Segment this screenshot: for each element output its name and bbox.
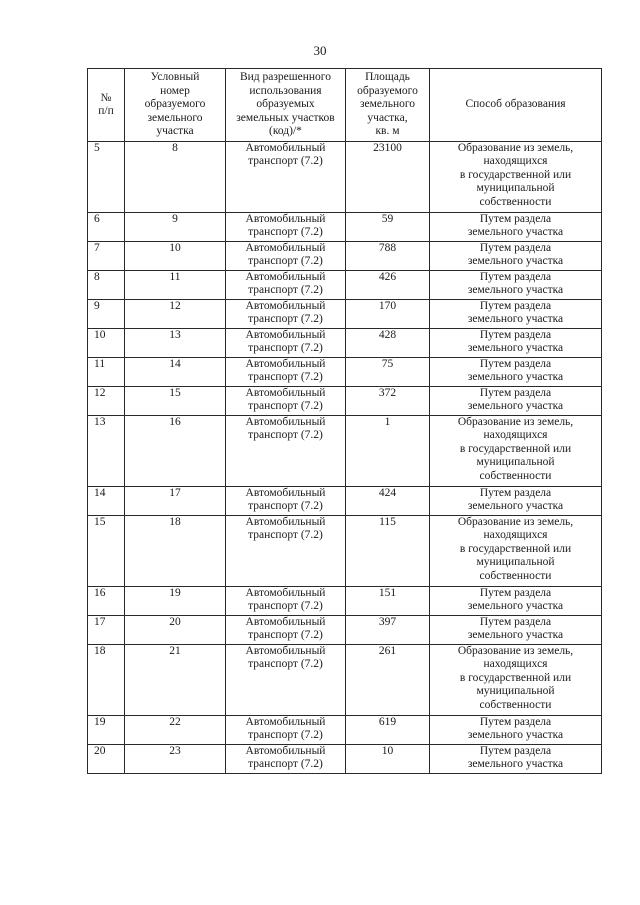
table-row [88,645,602,716]
cell-plot-id: 12 [125,300,226,329]
cell-plot-id: 22 [125,716,226,745]
cell-plot-id: 18 [125,516,226,587]
cell-formation-method: Путем раздела земельного участка [430,745,602,774]
cell-permitted-use: Автомобильный транспорт (7.2) [226,242,346,271]
cell-plot-id: 21 [125,645,226,716]
cell-row-number: 15 [88,516,125,587]
table-row [88,142,602,213]
cell-permitted-use: Автомобильный транспорт (7.2) [226,587,346,616]
cell-permitted-use: Автомобильный транспорт (7.2) [226,416,346,487]
cell-formation-method: Путем раздела земельного участка [430,271,602,300]
table-row [88,616,602,645]
cell-plot-id: 19 [125,587,226,616]
cell-area: 170 [346,300,430,329]
cell-area: 424 [346,487,430,516]
cell-row-number: 5 [88,142,125,213]
cell-area: 10 [346,745,430,774]
cell-permitted-use: Автомобильный транспорт (7.2) [226,516,346,587]
table-body [88,142,602,774]
cell-plot-id: 17 [125,487,226,516]
cell-plot-id: 16 [125,416,226,487]
header-row-number: № п/п [88,69,125,142]
table-row [88,300,602,329]
table-header-row [88,69,602,142]
cell-plot-id: 13 [125,329,226,358]
cell-plot-id: 10 [125,242,226,271]
cell-permitted-use: Автомобильный транспорт (7.2) [226,716,346,745]
cell-area: 75 [346,358,430,387]
cell-row-number: 14 [88,487,125,516]
cell-row-number: 17 [88,616,125,645]
cell-area: 115 [346,516,430,587]
table-row [88,271,602,300]
header-formation-method: Способ образования [430,69,602,142]
table-row [88,213,602,242]
cell-formation-method: Путем раздела земельного участка [430,487,602,516]
table-row [88,487,602,516]
cell-row-number: 20 [88,745,125,774]
cell-plot-id: 11 [125,271,226,300]
cell-permitted-use: Автомобильный транспорт (7.2) [226,271,346,300]
cell-area: 788 [346,242,430,271]
cell-row-number: 19 [88,716,125,745]
cell-row-number: 18 [88,645,125,716]
header-permitted-use: Вид разрешенного использования образуемых земельных участков (код)/* [226,69,346,142]
cell-formation-method: Путем раздела земельного участка [430,358,602,387]
table-row [88,516,602,587]
page-number: 30 [313,43,327,58]
cell-formation-method: Путем раздела земельного участка [430,616,602,645]
cell-row-number: 8 [88,271,125,300]
cell-formation-method: Путем раздела земельного участка [430,587,602,616]
cell-permitted-use: Автомобильный транспорт (7.2) [226,300,346,329]
table-row [88,358,602,387]
cell-permitted-use: Автомобильный транспорт (7.2) [226,616,346,645]
cell-area: 59 [346,213,430,242]
table-row [88,387,602,416]
cell-area: 619 [346,716,430,745]
cell-permitted-use: Автомобильный транспорт (7.2) [226,213,346,242]
cell-row-number: 9 [88,300,125,329]
cell-area: 426 [346,271,430,300]
cell-formation-method: Путем раздела земельного участка [430,329,602,358]
cell-formation-method: Путем раздела земельного участка [430,242,602,271]
cell-formation-method: Образование из земель, находящихся в государственной или муниципальной собственности [430,142,602,213]
header-area: Площадь образуемого земельного участка, кв. м [346,69,430,142]
cell-area: 397 [346,616,430,645]
cell-plot-id: 9 [125,213,226,242]
cell-row-number: 12 [88,387,125,416]
cell-formation-method: Путем раздела земельного участка [430,387,602,416]
table-row [88,587,602,616]
cell-formation-method: Путем раздела земельного участка [430,300,602,329]
cell-plot-id: 14 [125,358,226,387]
cell-permitted-use: Автомобильный транспорт (7.2) [226,745,346,774]
cell-area: 23100 [346,142,430,213]
cell-row-number: 13 [88,416,125,487]
cell-formation-method: Образование из земель, находящихся в государственной или муниципальной собственности [430,516,602,587]
cell-row-number: 10 [88,329,125,358]
table-row [88,716,602,745]
cell-area: 261 [346,645,430,716]
cell-plot-id: 23 [125,745,226,774]
cell-formation-method: Путем раздела земельного участка [430,213,602,242]
cell-row-number: 11 [88,358,125,387]
cell-area: 151 [346,587,430,616]
cell-permitted-use: Автомобильный транспорт (7.2) [226,329,346,358]
cell-area: 372 [346,387,430,416]
cell-row-number: 16 [88,587,125,616]
cell-formation-method: Путем раздела земельного участка [430,716,602,745]
table-row [88,416,602,487]
cell-formation-method: Образование из земель, находящихся в государственной или муниципальной собственности [430,416,602,487]
cell-permitted-use: Автомобильный транспорт (7.2) [226,645,346,716]
cell-row-number: 7 [88,242,125,271]
cell-permitted-use: Автомобильный транспорт (7.2) [226,142,346,213]
cell-plot-id: 8 [125,142,226,213]
header-plot-id: Условный номер образуемого земельного участка [125,69,226,142]
cell-area: 428 [346,329,430,358]
cell-formation-method: Образование из земель, находящихся в государственной или муниципальной собственности [430,645,602,716]
table-row [88,329,602,358]
cell-permitted-use: Автомобильный транспорт (7.2) [226,358,346,387]
table-row [88,242,602,271]
cell-plot-id: 15 [125,387,226,416]
land-plots-table [87,68,602,774]
cell-row-number: 6 [88,213,125,242]
table-row [88,745,602,774]
cell-permitted-use: Автомобильный транспорт (7.2) [226,387,346,416]
cell-area: 1 [346,416,430,487]
cell-permitted-use: Автомобильный транспорт (7.2) [226,487,346,516]
cell-plot-id: 20 [125,616,226,645]
